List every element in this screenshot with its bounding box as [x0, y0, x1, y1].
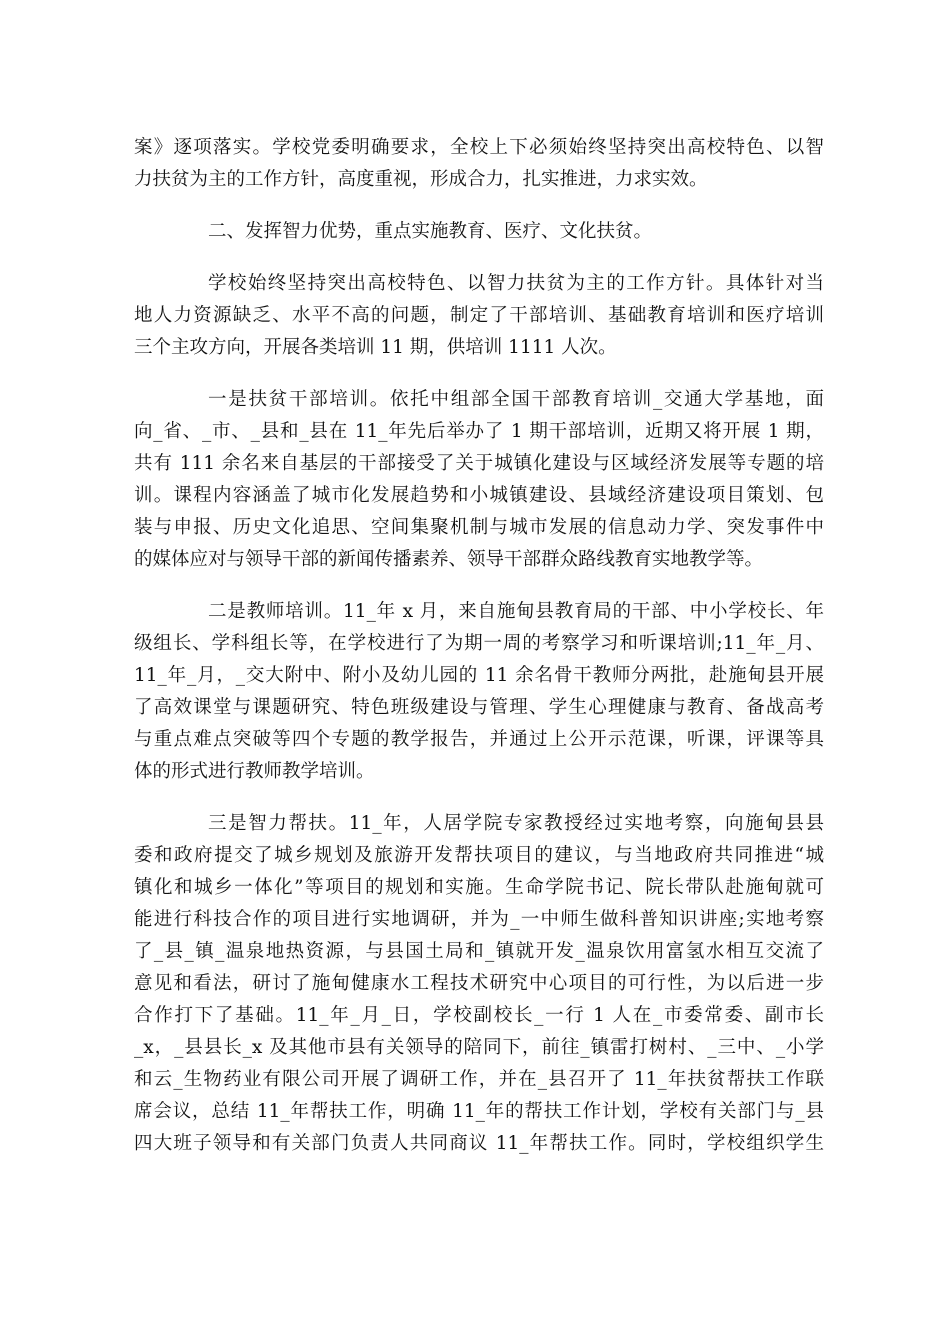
- text-line: 席会议，总结 11_年帮扶工作，明确 11_年的帮扶工作计划，学校有关部门与_县: [134, 1101, 824, 1122]
- text-line: 了高效课堂与课题研究、特色班级建设与管理、学生心理健康与教育、备战高考: [134, 697, 824, 718]
- text-line: 一是扶贫干部培训。依托中组部全国干部教育培训_交通大学基地，面: [208, 389, 824, 410]
- paragraph-gap: [134, 576, 824, 596]
- text-line: 二、发挥智力优势，重点实施教育、医疗、文化扶贫。: [208, 221, 653, 242]
- text-line: 了_县_镇_温泉地热资源，与县国土局和_镇就开发_温泉饮用富氢水相互交流了: [134, 941, 824, 962]
- document-body: [134, 132, 824, 1160]
- text-line: 向_省、_市、_县和_县在 11_年先后举办了 1 期干部培训，近期又将开展 1 期，: [134, 421, 824, 442]
- text-line: 力扶贫为主的工作方针，高度重视，形成合力，扎实推进，力求实效。: [134, 169, 708, 190]
- paragraph-gap: [134, 788, 824, 808]
- text-line: 合作打下了基础。11_年_月_日，学校副校长_一行 1 人在_市委常委、副市长: [134, 1005, 824, 1026]
- text-line: 三是智力帮扶。11_年，人居学院专家教授经过实地考察，向施甸县县: [208, 813, 824, 834]
- text-line: 和云_生物药业有限公司开展了调研工作，并在_县召开了 11_年扶贫帮扶工作联: [134, 1069, 824, 1090]
- text-line: 与重点难点突破等四个专题的教学报告，并通过上公开示范课，听课，评课等具: [134, 729, 824, 750]
- paragraph-gap: [134, 196, 824, 216]
- text-line: 案》逐项落实。学校党委明确要求，全校上下必须始终坚持突出高校特色、以智: [134, 137, 824, 158]
- text-line: 三个主攻方向，开展各类培训 11 期，供培训 1111 人次。: [134, 337, 617, 358]
- text-line: 训。课程内容涵盖了城市化发展趋势和小城镇建设、县域经济建设项目策划、包: [134, 485, 824, 506]
- text-line: 级组长、学科组长等，在学校进行了为期一周的考察学习和听课培训;11_年_月、: [134, 633, 824, 654]
- paragraph-gap: [134, 364, 824, 384]
- text-line: 能进行科技合作的项目进行实地调研，并为_一中师生做科普知识讲座;实地考察: [134, 909, 824, 930]
- text-line: 镇化和城乡一体化”等项目的规划和实施。生命学院书记、院长带队赴施甸就可: [134, 877, 824, 898]
- text-line: 委和政府提交了城乡规划及旅游开发帮扶项目的建议，与当地政府共同推进“城: [134, 845, 824, 866]
- text-line: 意见和看法，研讨了施甸健康水工程技术研究中心项目的可行性，为以后进一步: [134, 973, 824, 994]
- paragraph-gap: [134, 248, 824, 268]
- paragraph: [134, 268, 824, 364]
- text-line: 二是教师培训。11_年 x 月，来自施甸县教育局的干部、中小学校长、年: [208, 601, 824, 622]
- text-line: 共有 111 余名来自基层的干部接受了关于城镇化建设与区域经济发展等专题的培: [134, 453, 824, 474]
- paragraph: [134, 132, 824, 196]
- paragraph: [134, 808, 824, 1160]
- text-line: _x，_县县长_x 及其他市县有关领导的陪同下，前往_镇雷打树村、_三中、_小学: [134, 1037, 824, 1058]
- text-line: 四大班子领导和有关部门负责人共同商议 11_年帮扶工作。同时，学校组织学生: [134, 1133, 824, 1154]
- text-line: 的媒体应对与领导干部的新闻传播素养、领导干部群众路线教育实地教学等。: [134, 549, 764, 570]
- text-line: 体的形式进行教师教学培训。: [134, 761, 375, 782]
- text-line: 装与申报、历史文化追思、空间集聚机制与城市发展的信息动力学、突发事件中: [134, 517, 824, 538]
- text-line: 学校始终坚持突出高校特色、以智力扶贫为主的工作方针。具体针对当: [208, 273, 824, 294]
- paragraph: [134, 216, 824, 248]
- text-line: 11_年_月，_交大附中、附小及幼儿园的 11 余名骨干教师分两批，赴施甸县开展: [134, 665, 824, 686]
- paragraph: [134, 384, 824, 576]
- text-line: 地人力资源缺乏、水平不高的问题，制定了干部培训、基础教育培训和医疗培训: [134, 305, 824, 326]
- paragraph: [134, 596, 824, 788]
